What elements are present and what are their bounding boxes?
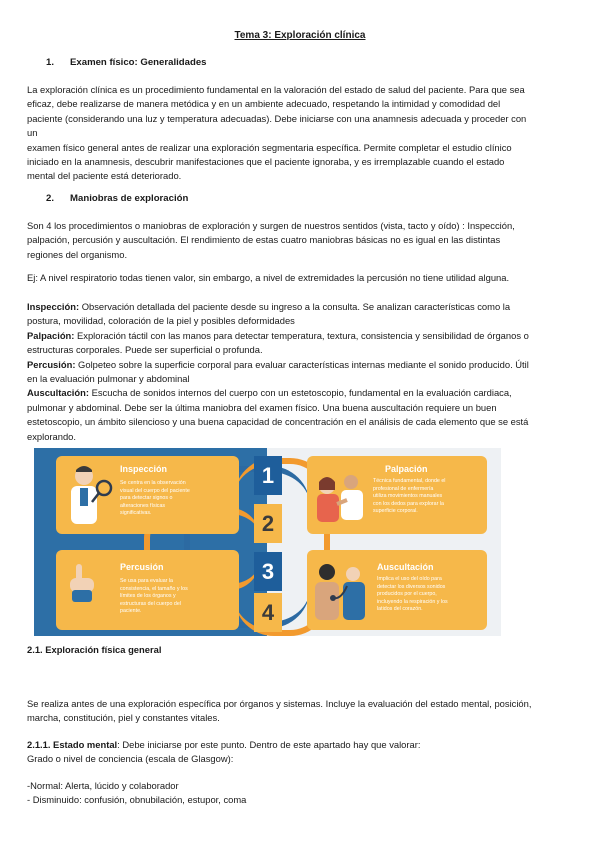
- card-line: consistencia, el tamaño y los: [120, 585, 188, 592]
- card-line: utiliza movimientos manuales: [373, 493, 443, 500]
- text-line: palpación, percusión y auscultación. El rendimiento de estas cuatro maniobras básicas no es igual en las distintas: [27, 234, 501, 246]
- card-line: profesional de enfermería: [373, 485, 434, 492]
- list-item: -Normal: Alerta, lúcido y colaborador: [27, 780, 179, 791]
- card-line: alteraciones físicas: [120, 502, 166, 509]
- section-2-intro: [27, 219, 575, 262]
- text-line: paciente (considerando una luz y temperatura adecuadas). Debe iniciarse con una anamnesis adecuada y proceder con: [27, 112, 527, 124]
- card-line: latidos del corazón.: [377, 606, 423, 613]
- text-line: en la evaluación pulmonar y abdominal: [27, 373, 190, 385]
- card-line: Se centra en la observación: [120, 480, 186, 486]
- section-2-1-paragraph: [27, 697, 575, 726]
- text-line: La exploración clínica es un procedimiento fundamental en la valoración del estado de salud del paciente. Para que sea: [27, 84, 525, 95]
- percusion-term: Percusión:: [27, 358, 76, 370]
- text-line: examen físico general antes de realizar una exploración segmentaria específica. Permite completar el estudio clínico: [27, 141, 512, 153]
- palpacion-definition: [27, 329, 575, 343]
- card-percusion-title: Percusión: [120, 562, 164, 572]
- card-line: producidos por el cuerpo,: [377, 591, 437, 598]
- card-line: para detectar signos o: [120, 495, 173, 502]
- percusion-definition: [27, 358, 575, 372]
- text-line: explorando.: [27, 430, 76, 442]
- card-palpacion-title: Palpación: [385, 464, 428, 474]
- card-palpacion-body: [373, 478, 483, 516]
- card-line: estructuras del cuerpo del: [120, 600, 181, 607]
- inspeccion-term: Inspección:: [27, 301, 80, 312]
- text-line: marcha, constitución, piel y constantes vitales.: [27, 712, 220, 724]
- step-number-2: 2: [254, 504, 282, 543]
- card-line: paciente.: [120, 608, 142, 615]
- auscultacion-term: Auscultación:: [27, 387, 89, 399]
- palpacion-text: Exploración táctil con las manos para detectar temperatura, textura, consistencia y sensibilidad de órganos o: [74, 329, 529, 341]
- inspeccion-text: Observación detallada del paciente desde su ingreso a la consulta. Se analizan características como la: [79, 301, 511, 312]
- text-line: estetoscopio, un ámbito silencioso y una buena capacidad de concentración en el análisis de cada elemento que se está: [27, 416, 529, 428]
- card-inspeccion-body: [120, 480, 232, 518]
- section-2-title: Maniobras de exploración: [70, 193, 189, 204]
- estado-mental-text: : Debe iniciarse por este punto. Dentro de este apartado hay que valorar:: [117, 739, 421, 750]
- step-number-1: 1: [254, 456, 282, 495]
- section-1-title: Examen físico: Generalidades: [70, 57, 207, 68]
- card-line: Implica el uso del oído para: [377, 576, 442, 582]
- estado-mental-term: 2.1.1. Estado mental: [27, 739, 118, 750]
- card-line: límites de los órganos y: [120, 593, 176, 600]
- card-auscultacion-title: Auscultación: [377, 562, 434, 572]
- stethoscope-figure-icon: [311, 560, 371, 626]
- section-1-paragraph: [27, 83, 575, 184]
- step-number-4: 4: [254, 593, 282, 632]
- inspeccion-definition: [27, 300, 575, 314]
- card-line: detectar los diversos sonidos: [377, 583, 446, 590]
- text-line: Grado o nivel de conciencia (escala de Glasgow):: [27, 753, 234, 765]
- card-line: Técnica fundamental, donde el: [373, 478, 446, 484]
- conciencia-list: [27, 779, 575, 808]
- card-line: con los dedos para explorar la: [373, 500, 444, 507]
- card-percusion-body: [120, 578, 232, 616]
- text-line: Son 4 los procedimientos o maniobras de exploración y surgen de nuestros sentidos (vista, tacto y oído) : Inspección,: [27, 220, 515, 231]
- text-line: Ej: A nivel respiratorio todas tienen valor, sin embargo, a nivel de extremidades la percusión no tiene utilidad alguna.: [27, 272, 510, 283]
- section-2-example: [27, 271, 575, 285]
- palpation-figure-icon: [313, 470, 369, 528]
- percussion-hands-icon: [66, 560, 102, 606]
- card-auscultacion: [307, 550, 487, 630]
- text-line: mental del paciente está deteriorado.: [27, 170, 182, 182]
- step-number-3: 3: [254, 552, 282, 591]
- card-palpacion: [307, 456, 487, 534]
- document-title: Tema 3: Exploración clínica: [234, 30, 366, 41]
- card-line: Se usa para evaluar la: [120, 578, 174, 584]
- card-percusion: [56, 550, 239, 630]
- section-1-heading: [46, 56, 207, 70]
- text-line: estructuras corporales. Puede ser superficial o profunda.: [27, 344, 263, 356]
- maneuvers-infographic: [34, 448, 501, 636]
- card-line: significativas.: [120, 510, 152, 517]
- text-line: pulmonar y abdominal. Debe ser la última maniobra del examen físico. Una buena auscultación requiere un buen: [27, 401, 497, 413]
- card-auscultacion-body: [377, 576, 483, 614]
- list-item: - Disminuido: confusión, obnubilación, estupor, coma: [27, 794, 247, 806]
- text-line: un: [27, 127, 38, 139]
- section-1-number: 1.: [46, 57, 55, 68]
- section-2-heading: [46, 192, 188, 206]
- text-line: postura, movilidad, coloración de la piel y posibles deformidades: [27, 315, 295, 327]
- percusion-text: Golpeteo sobre la superficie corporal para evaluar características internas mediante el sonido producido. Útil: [75, 358, 529, 370]
- section-2-1-1: [27, 738, 575, 767]
- text-line: Se realiza antes de una exploración específica por órganos y sistemas. Incluye la evaluación del estado mental, posición,: [27, 698, 532, 709]
- text-line: regiones del organismo.: [27, 248, 128, 260]
- doctor-magnifier-icon: [62, 462, 114, 528]
- estado-mental-line: [27, 738, 575, 752]
- maneuvers-definitions: [27, 300, 575, 444]
- card-line: superficie corporal.: [373, 508, 418, 515]
- card-line: incluyendo la respiración y los: [377, 598, 448, 605]
- auscultacion-definition: [27, 386, 575, 400]
- card-inspeccion: [56, 456, 239, 534]
- auscultacion-text: Escucha de sonidos internos del cuerpo con un estetoscopio, fundamental en la evaluación cardiaca,: [89, 387, 512, 399]
- text-line: iniciado en la anamnesis, descubrir manifestaciones que el paciente ignoraba, y es irremplazable cuando el estado: [27, 156, 505, 168]
- section-2-1-heading: 2.1. Exploración física general: [27, 644, 162, 655]
- palpacion-term: Palpación:: [27, 329, 75, 341]
- text-line: eficaz, debe realizarse de manera metódica y en un ambiente adecuado, respetando la intimidad y comodidad del: [27, 98, 501, 110]
- card-inspeccion-title: Inspección: [120, 464, 168, 474]
- card-line: visual del cuerpo del paciente: [120, 487, 190, 494]
- section-2-number: 2.: [46, 193, 55, 204]
